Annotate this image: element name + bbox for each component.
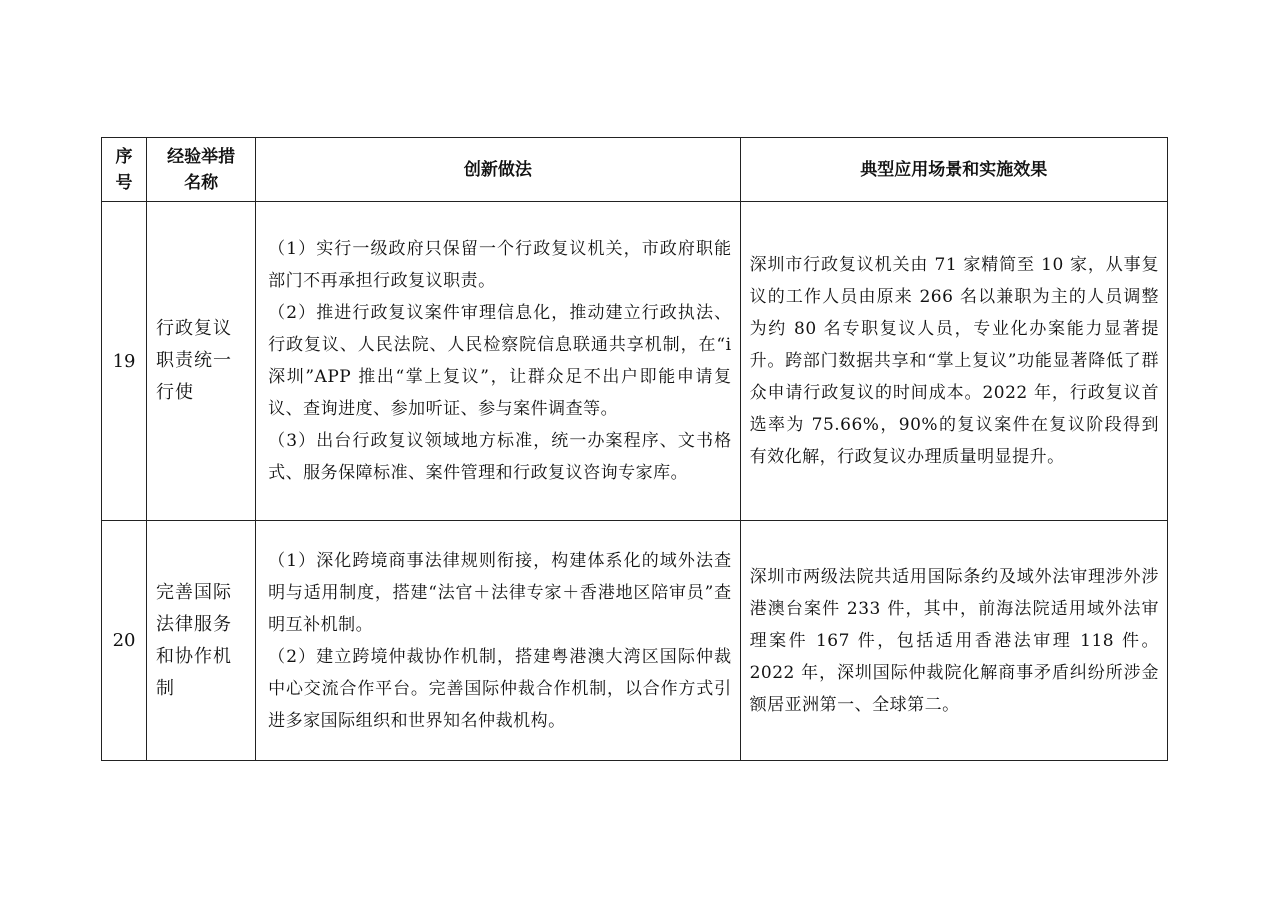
method-paragraph: （2）建立跨境仲裁协作机制，搭建粤港澳大湾区国际仲裁中心交流合作平台。完善国际仲裁合作机制，以合作方式引进多家国际组织和世界知名仲裁机构。 <box>268 646 732 731</box>
header-name: 经验举措名称 <box>147 138 256 202</box>
measures-table <box>101 137 1168 761</box>
row-effect: 深圳市行政复议机关由 71 家精简至 10 家，从事复议的工作人员由原来 266 名以兼职为主的人员调整为约 80 名专职复议人员，专业化办案能力显著提升。跨部门数据共享和“掌上复议”功能显著降低了群众申请行政复议的时间成本。2022 年，行政复议首选率为 75.66%，90%的复议案件在复议阶段得到有效化解，行政复议办理质量明显提升。 <box>740 202 1167 521</box>
row-name: 行政复议职责统一行使 <box>147 202 256 521</box>
row-method <box>256 521 740 761</box>
header-effect: 典型应用场景和实施效果 <box>740 138 1167 202</box>
row-method <box>256 202 740 521</box>
header-method: 创新做法 <box>256 138 740 202</box>
method-paragraph: （1）深化跨境商事法律规则衔接，构建体系化的域外法查明与适用制度，搭建“法官＋法律专家＋香港地区陪审员”查明互补机制。 <box>268 550 732 635</box>
table-row <box>102 202 1168 521</box>
row-number: 19 <box>102 202 147 521</box>
method-paragraph: （1）实行一级政府只保留一个行政复议机关，市政府职能部门不再承担行政复议职责。 <box>268 239 732 291</box>
method-paragraph: （2）推进行政复议案件审理信息化，推动建立行政执法、行政复议、人民法院、人民检察院信息联通共享机制，在“i 深圳”APP 推出“掌上复议”，让群众足不出户即能申请复议、查询进度、参加听证、参与案件调查等。 <box>268 303 732 419</box>
header-number: 序号 <box>102 138 147 202</box>
row-name: 完善国际法律服务和协作机制 <box>147 521 256 761</box>
method-paragraph: （3）出台行政复议领域地方标准，统一办案程序、文书格式、服务保障标准、案件管理和行政复议咨询专家库。 <box>268 431 732 483</box>
table-header-row <box>102 138 1168 202</box>
row-effect: 深圳市两级法院共适用国际条约及域外法审理涉外涉港澳台案件 233 件，其中，前海法院适用域外法审理案件 167 件，包括适用香港法审理 118 件。2022 年，深圳国际仲裁院化解商事矛盾纠纷所涉金额居亚洲第一、全球第二。 <box>740 521 1167 761</box>
table-row <box>102 521 1168 761</box>
row-number: 20 <box>102 521 147 761</box>
